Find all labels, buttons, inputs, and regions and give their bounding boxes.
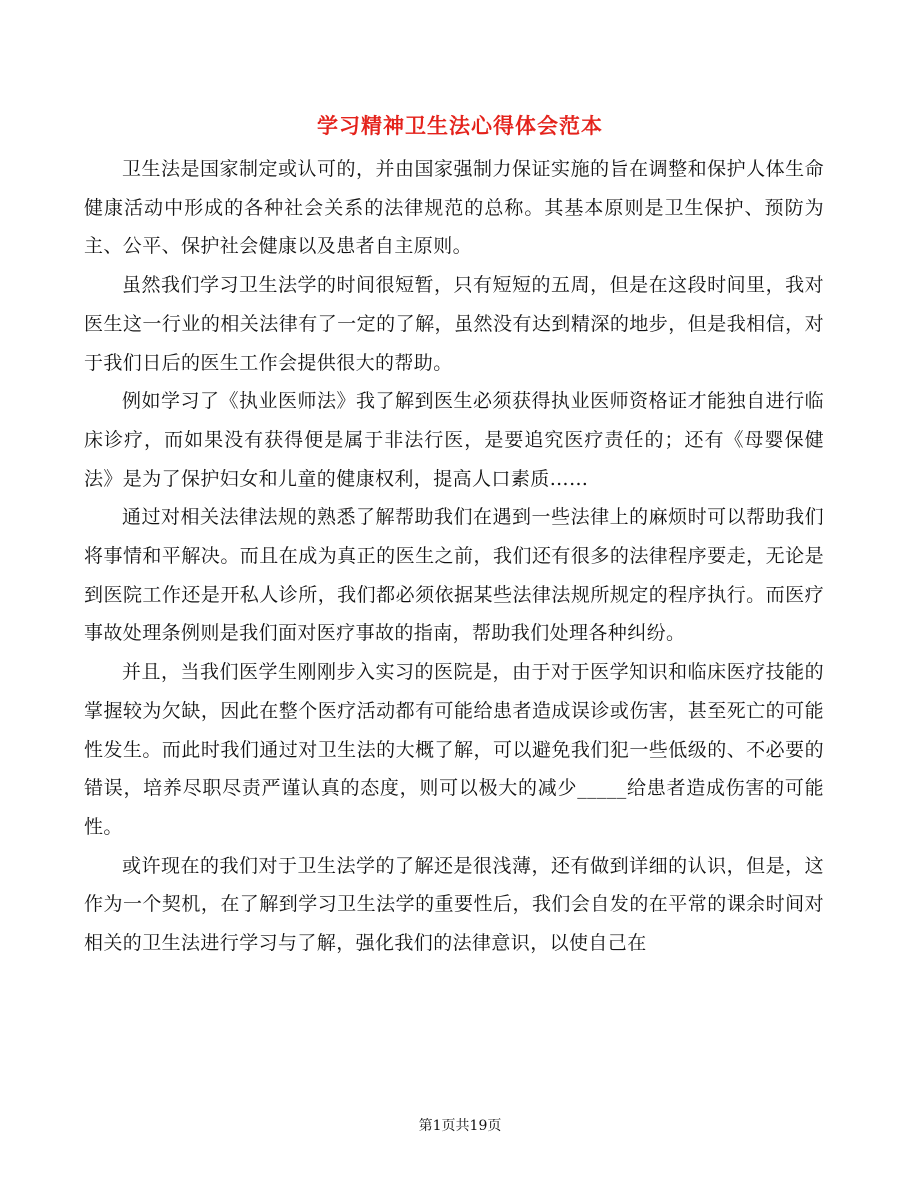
paragraph-5: 并且，当我们医学生刚刚步入实习的医院是，由于对于医学知识和临床医疗技能的掌握较为欠缺，因此在整个医疗活动都有可能给患者造成误诊或伤害，甚至死亡的可能性发生。而此时我们通过对卫生法的大概了解，可以避免我们犯一些低级的、不必要的错误，培养尽职尽责严谨认真的态度，则可以极大的减少_____给患者造成伤害的可能性。	[84, 661, 824, 838]
paragraph-1: 卫生法是国家制定或认可的，并由国家强制力保证实施的旨在调整和保护人体生命健康活动中形成的各种社会关系的法律规范的总称。其基本原则是卫生保护、预防为主、公平、保护社会健康以及患者自主原则。	[84, 158, 824, 258]
document-body	[84, 150, 824, 963]
page-number-footer: 第1页共19页	[418, 1118, 502, 1134]
document-title: 学习精神卫生法心得体会范本	[317, 114, 603, 138]
paragraph-4: 通过对相关法律法规的熟悉了解帮助我们在遇到一些法律上的麻烦时可以帮助我们将事情和平解决。而且在成为真正的医生之前，我们还有很多的法律程序要走，无论是到医院工作还是开私人诊所，我们都必须依据某些法律法规所规定的程序执行。而医疗事故处理条例则是我们面对医疗事故的指南，帮助我们处理各种纠纷。	[84, 506, 824, 645]
paragraph-2: 虽然我们学习卫生法学的时间很短暂，只有短短的五周，但是在这段时间里，我对医生这一行业的相关法律有了一定的了解，虽然没有达到精深的地步，但是我相信，对于我们日后的医生工作会提供很大的帮助。	[84, 274, 824, 374]
paragraph-3: 例如学习了《执业医师法》我了解到医生必须获得执业医师资格证才能独自进行临床诊疗，而如果没有获得便是属于非法行医，是要追究医疗责任的；还有《母婴保健法》是为了保护妇女和儿童的健康权利，提高人口素质……	[84, 390, 824, 490]
paragraph-6: 或许现在的我们对于卫生法学的了解还是很浅薄，还有做到详细的认识，但是，这作为一个契机，在了解到学习卫生法学的重要性后，我们会自发的在平常的课余时间对相关的卫生法进行学习与了解，强化我们的法律意识，以使自己在	[84, 854, 824, 955]
